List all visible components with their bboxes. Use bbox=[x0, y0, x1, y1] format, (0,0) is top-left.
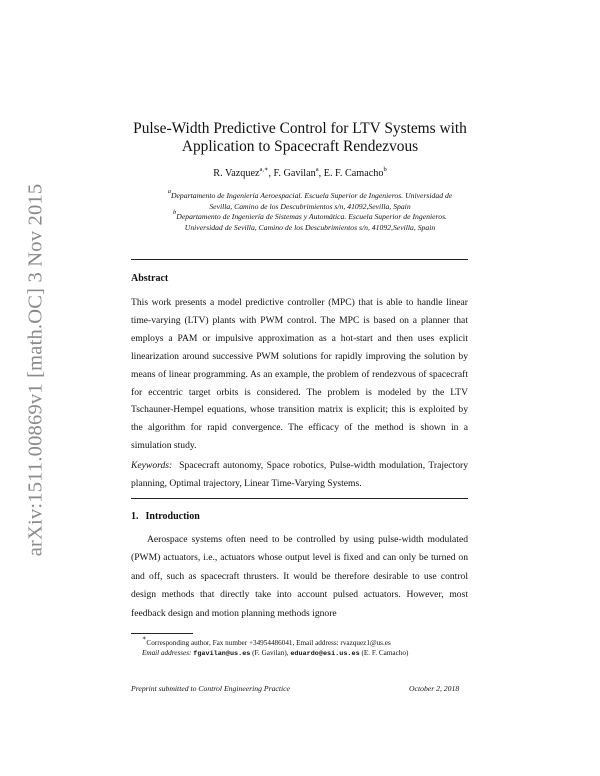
footnote-rule bbox=[131, 633, 193, 634]
affiliation-line: Departamento de Ingeniería Aeroespacial. Escuela Superior de Ingenieros. Universidad de bbox=[170, 191, 453, 200]
corresponding-author-text: Corresponding author, Fax number +34954486041, Email address: rvazquez1@us.es bbox=[146, 639, 391, 647]
preprint-note: Preprint submitted to Control Engineering Practice bbox=[131, 684, 290, 693]
section-heading-introduction bbox=[131, 511, 200, 522]
author-superscript: b bbox=[383, 166, 387, 173]
footnote-mark: ∗ bbox=[142, 635, 147, 642]
affiliation-mark: b bbox=[173, 209, 177, 216]
email-owner: (E. F. Camacho) bbox=[359, 649, 409, 657]
author-name: E. F. Camacho bbox=[323, 168, 384, 179]
keywords-label: Keywords: bbox=[131, 460, 173, 471]
affiliation-line: Sevilla, Camino de los Descubrimientos s/n, 41092,Sevilla, Spain bbox=[209, 202, 411, 211]
abstract-bottom-rule bbox=[131, 498, 468, 499]
footer-date: October 2, 2018 bbox=[409, 684, 460, 693]
keywords-text: Spacecraft autonomy, Space robotics, Pulse-width modulation, Trajectory planning, Optimal trajectory, Linear Time-Varying Systems. bbox=[131, 460, 468, 489]
author-list: R. Vazquez$^{a,∗}$, F. Gavilan$^a$, E. F. Camacho$^b$ bbox=[213, 166, 387, 179]
abstract-body: This work presents a model predictive controller (MPC) that is able to handle linear time-varying (LTV) plants with PWM control. The MPC is based on a planner that employs a PAM or impulsive approximation as a hot-start and then uses explicit linearization around successive PWM solutions for rapidly improving the solution by means of linear programming. As an example, the problem of rendezvous of spacecraft for eccentric target orbits is considered. The problem is modeled by the LTV Tschauner-Hempel equations, whose transition matrix is explicit; this is exploited by the algorithm for rapid convergence. The efficacy of the method is shown in a simulation study. bbox=[131, 297, 468, 452]
affiliation-line: Departamento de Ingeniería de Sistemas y Automática. Escuela Superior de Ingenieros. bbox=[176, 212, 447, 221]
email-label: Email addresses: bbox=[142, 649, 192, 657]
affiliation-line: Universidad de Sevilla, Camino de los Descubrimientos s/n, 41092,Sevilla, Spain bbox=[184, 223, 436, 232]
email-addresses-note bbox=[142, 648, 472, 659]
email-link[interactable]: eduardo@esi.us.es bbox=[290, 650, 360, 658]
abstract-heading: Abstract bbox=[131, 273, 169, 284]
keywords bbox=[131, 457, 468, 493]
affiliation-b bbox=[150, 211, 470, 233]
title-line-1: Pulse-Width Predictive Control for LTV Systems with bbox=[133, 120, 467, 137]
paper-title bbox=[100, 120, 500, 156]
email-owner: (F. Gavilan), bbox=[250, 649, 291, 657]
footnotes bbox=[142, 635, 472, 659]
section-title: Introduction bbox=[145, 511, 200, 522]
title-line-2: Application to Spacecraft Rendezvous bbox=[181, 138, 419, 155]
author-name: R. Vazquez bbox=[213, 168, 260, 179]
section-number: 1. bbox=[131, 511, 139, 522]
affiliation-a bbox=[150, 190, 470, 212]
arxiv-stamp: arXiv:1511.00869v1 [math.OC] 3 Nov 2015 bbox=[24, 183, 47, 557]
affiliation-mark: a bbox=[167, 188, 171, 195]
author-superscript: a,∗ bbox=[259, 166, 269, 173]
abstract-top-rule bbox=[131, 259, 468, 260]
author-name: F. Gavilan bbox=[273, 168, 316, 179]
introduction-body: Aerospace systems often need to be controlled by using pulse-width modulated (PWM) actuators, i.e., actuators whose output level is fixed and can only be turned on and off, such as spacecraft thrusters. It would be therefore desirable to use control design methods that directly take into account pulsed actuators. However, most feedback design and motion planning methods ignore bbox=[131, 534, 468, 619]
email-link[interactable]: fgavilan@us.es bbox=[193, 650, 251, 658]
author-superscript: a bbox=[315, 166, 319, 173]
corresponding-author-note bbox=[142, 635, 472, 648]
